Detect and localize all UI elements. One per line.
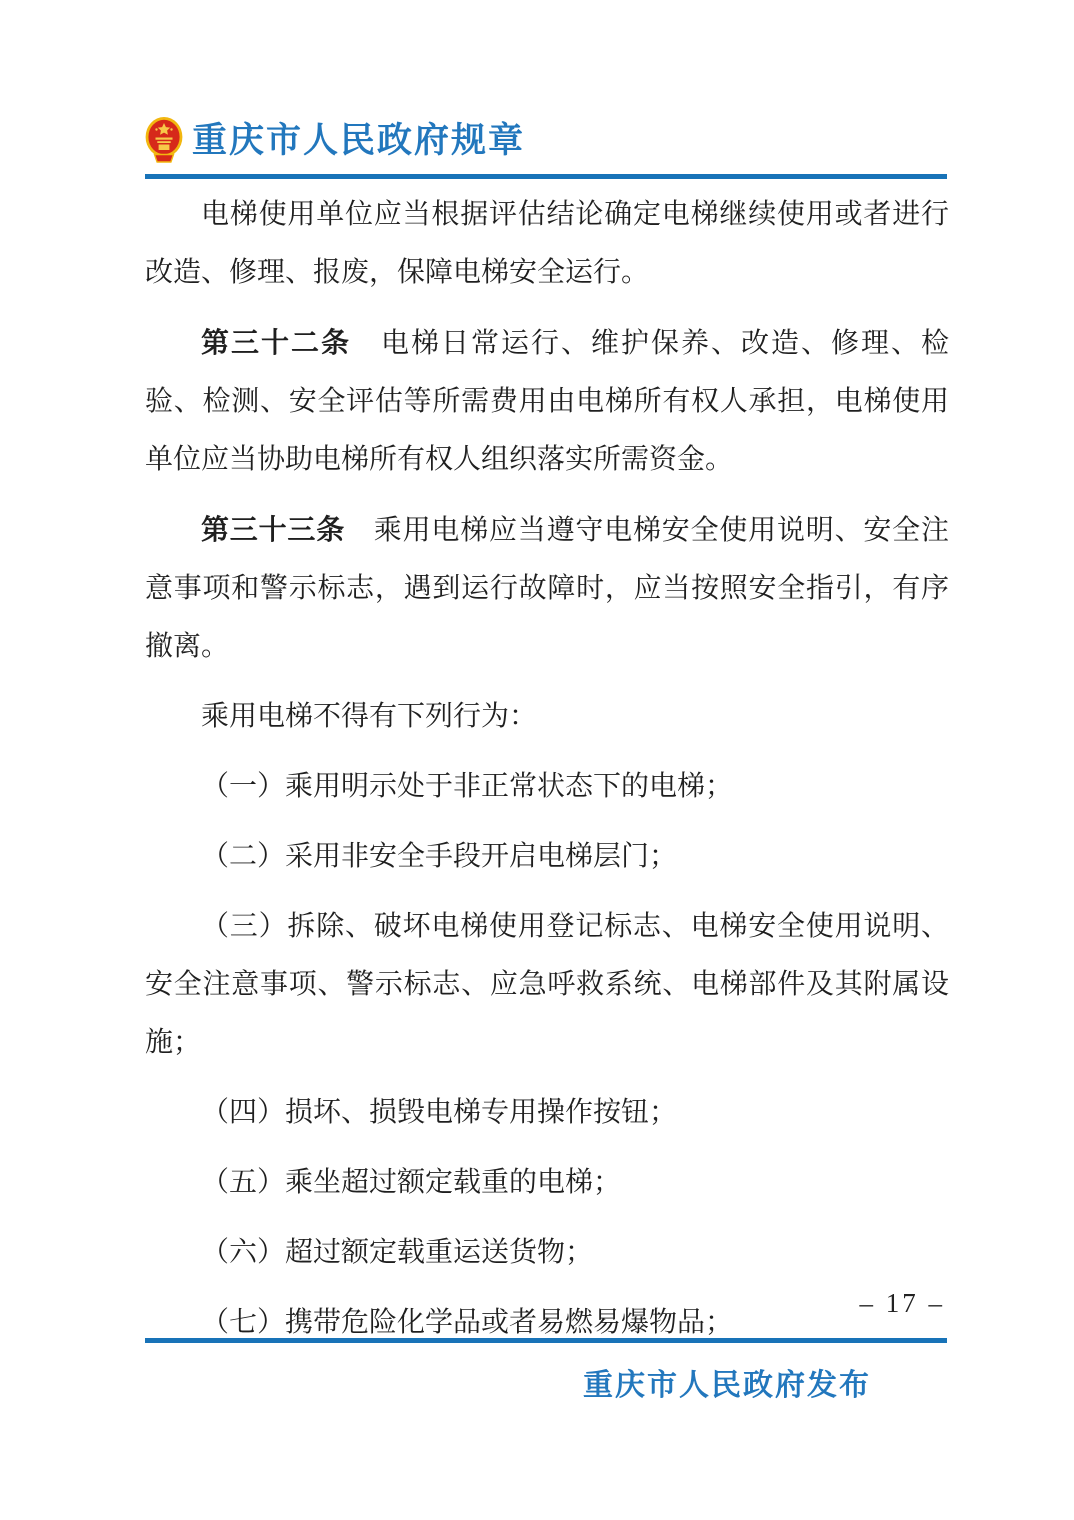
paragraph: 电梯使用单位应当根据评估结论确定电梯继续使用或者进行改造、修理、报废，保障电梯安全运行。: [145, 199, 949, 288]
document-header-title: 重庆市人民政府规章: [192, 121, 526, 160]
footer-rule: [145, 1338, 947, 1343]
paragraph: （五）乘坐超过额定载重的电梯；: [201, 1167, 622, 1198]
paragraph: （六）超过额定载重运送货物；: [201, 1237, 594, 1268]
publisher-label: 重庆市人民政府发布: [583, 1369, 871, 1402]
paragraph: （四）损坏、损毁电梯专用操作按钮；: [201, 1097, 678, 1128]
document-body: [145, 186, 949, 1364]
page-number: – 17 –: [859, 1288, 945, 1318]
article-number: 第三十三条: [201, 514, 345, 545]
page-header: [145, 116, 947, 166]
header-rule: [145, 174, 947, 179]
paragraph: （三）拆除、破坏电梯使用登记标志、电梯安全使用说明、安全注意事项、警示标志、应急呼救系统、电梯部件及其附属设施；: [145, 911, 949, 1058]
national-emblem-icon: [145, 116, 183, 166]
paragraph: 第三十二条 电梯日常运行、维护保养、改造、修理、检验、检测、安全评估等所需费用由电梯所有权人承担，电梯使用单位应当协助电梯所有权人组织落实所需资金。: [145, 327, 949, 475]
paragraph: （一）乘用明示处于非正常状态下的电梯；: [201, 771, 734, 802]
article-number: 第三十二条: [201, 327, 351, 358]
paragraph: 乘用电梯不得有下列行为：: [201, 701, 538, 732]
paragraph: （二）采用非安全手段开启电梯层门；: [201, 841, 678, 872]
paragraph: 第三十三条 乘用电梯应当遵守电梯安全使用说明、安全注意事项和警示标志，遇到运行故障时，应当按照安全指引，有序撤离。: [145, 514, 949, 662]
paragraph: （七）携带危险化学品或者易燃易爆物品；: [201, 1307, 734, 1338]
